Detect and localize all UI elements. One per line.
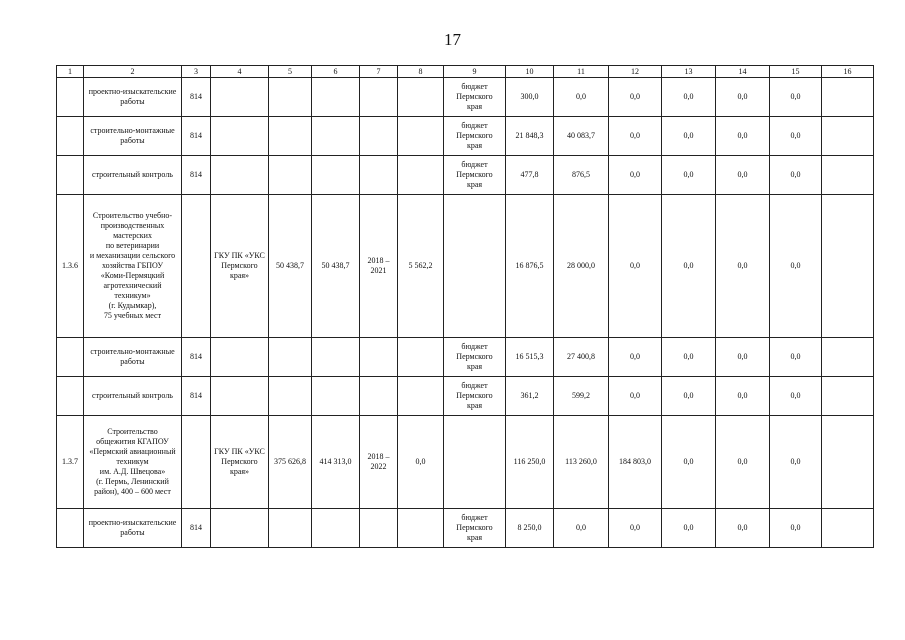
period-cell [360, 78, 398, 117]
year-value-cell: 0,0 [609, 156, 662, 195]
year-value-cell: 16 876,5 [506, 195, 554, 338]
year-value-cell: 0,0 [662, 416, 716, 509]
period-cell [360, 156, 398, 195]
funding-source-cell: бюджет Пермского края [444, 377, 506, 416]
funding-source-cell [444, 195, 506, 338]
executor-cell [211, 377, 269, 416]
item-name-cell: Строительство учебно- производственных мастерских по ветеринарии и механизации сельского хозяйства ГБПОУ «Коми-Пермяцкий агротехнический техникум» (г. Кудымкар), 75 учебных мест [84, 195, 182, 338]
kbk-code-cell: 814 [182, 156, 211, 195]
funded-before-cell: 5 562,2 [398, 195, 444, 338]
executor-cell [211, 509, 269, 548]
estimated-cost-cell [269, 117, 312, 156]
funding-source-cell: бюджет Пермского края [444, 78, 506, 117]
year-value-cell: 0,0 [609, 117, 662, 156]
executor-cell: ГКУ ПК «УКС Пермского края» [211, 416, 269, 509]
year-value-cell: 0,0 [662, 377, 716, 416]
year-value-cell: 16 515,3 [506, 338, 554, 377]
row-number-cell [57, 509, 84, 548]
item-name-cell: строительный контроль [84, 377, 182, 416]
period-cell [360, 377, 398, 416]
kbk-code-cell: 814 [182, 117, 211, 156]
period-cell [360, 117, 398, 156]
period-cell: 2018 – 2021 [360, 195, 398, 338]
funded-before-cell [398, 377, 444, 416]
year-value-cell: 300,0 [506, 78, 554, 117]
year-value-cell: 0,0 [770, 78, 822, 117]
row-number-cell [57, 78, 84, 117]
row-number-cell [57, 377, 84, 416]
period-cell [360, 509, 398, 548]
funding-source-cell: бюджет Пермского края [444, 117, 506, 156]
year-value-cell: 0,0 [770, 117, 822, 156]
estimated-cost-cell [269, 78, 312, 117]
funded-before-cell [398, 117, 444, 156]
year-value-cell: 0,0 [662, 156, 716, 195]
header-cell: 14 [716, 66, 770, 78]
note-cell [822, 156, 874, 195]
funded-before-cell [398, 78, 444, 117]
item-name-cell: строительно-монтажные работы [84, 338, 182, 377]
kbk-code-cell: 814 [182, 338, 211, 377]
year-value-cell: 0,0 [716, 377, 770, 416]
year-value-cell: 0,0 [609, 338, 662, 377]
year-value-cell: 0,0 [554, 509, 609, 548]
row-number-cell [57, 117, 84, 156]
kbk-code-cell [182, 195, 211, 338]
estimated-cost-cell [269, 338, 312, 377]
executor-cell [211, 78, 269, 117]
note-cell [822, 195, 874, 338]
year-value-cell: 28 000,0 [554, 195, 609, 338]
year-value-cell: 0,0 [770, 338, 822, 377]
year-value-cell: 27 400,8 [554, 338, 609, 377]
header-cell: 2 [84, 66, 182, 78]
contract-cost-cell [312, 377, 360, 416]
year-value-cell: 21 848,3 [506, 117, 554, 156]
year-value-cell: 0,0 [716, 195, 770, 338]
year-value-cell: 0,0 [770, 156, 822, 195]
year-value-cell: 361,2 [506, 377, 554, 416]
year-value-cell: 113 260,0 [554, 416, 609, 509]
estimated-cost-cell [269, 377, 312, 416]
year-value-cell: 0,0 [716, 117, 770, 156]
header-cell: 7 [360, 66, 398, 78]
period-cell: 2018 – 2022 [360, 416, 398, 509]
funding-source-cell: бюджет Пермского края [444, 156, 506, 195]
item-name-cell: проектно-изыскательские работы [84, 509, 182, 548]
year-value-cell: 0,0 [609, 78, 662, 117]
header-cell: 13 [662, 66, 716, 78]
year-value-cell: 0,0 [662, 509, 716, 548]
header-cell: 9 [444, 66, 506, 78]
contract-cost-cell: 414 313,0 [312, 416, 360, 509]
header-cell: 1 [57, 66, 84, 78]
funding-source-cell [444, 416, 506, 509]
contract-cost-cell [312, 117, 360, 156]
row-number-cell [57, 338, 84, 377]
year-value-cell: 0,0 [662, 78, 716, 117]
funding-source-cell: бюджет Пермского края [444, 509, 506, 548]
contract-cost-cell: 50 438,7 [312, 195, 360, 338]
funded-before-cell [398, 509, 444, 548]
note-cell [822, 78, 874, 117]
executor-cell [211, 338, 269, 377]
year-value-cell: 477,8 [506, 156, 554, 195]
kbk-code-cell: 814 [182, 509, 211, 548]
object-row [57, 416, 874, 509]
note-cell [822, 117, 874, 156]
note-cell [822, 338, 874, 377]
funded-before-cell [398, 338, 444, 377]
year-value-cell: 0,0 [770, 195, 822, 338]
row-number-cell: 1.3.6 [57, 195, 84, 338]
header-cell: 15 [770, 66, 822, 78]
year-value-cell: 876,5 [554, 156, 609, 195]
funded-before-cell: 0,0 [398, 416, 444, 509]
contract-cost-cell [312, 509, 360, 548]
header-cell: 5 [269, 66, 312, 78]
work-row [57, 338, 874, 377]
year-value-cell: 0,0 [554, 78, 609, 117]
header-cell: 16 [822, 66, 874, 78]
estimated-cost-cell: 50 438,7 [269, 195, 312, 338]
year-value-cell: 0,0 [770, 509, 822, 548]
year-value-cell: 599,2 [554, 377, 609, 416]
header-cell: 12 [609, 66, 662, 78]
budget-table [56, 65, 874, 548]
work-row [57, 509, 874, 548]
page-number: 17 [444, 30, 461, 49]
item-name-cell: строительный контроль [84, 156, 182, 195]
executor-cell [211, 156, 269, 195]
header-cell: 10 [506, 66, 554, 78]
funded-before-cell [398, 156, 444, 195]
row-number-cell [57, 156, 84, 195]
year-value-cell: 0,0 [662, 338, 716, 377]
year-value-cell: 184 803,0 [609, 416, 662, 509]
header-cell: 3 [182, 66, 211, 78]
year-value-cell: 0,0 [716, 156, 770, 195]
item-name-cell: строительно-монтажные работы [84, 117, 182, 156]
object-row [57, 195, 874, 338]
year-value-cell: 0,0 [662, 195, 716, 338]
year-value-cell: 0,0 [716, 509, 770, 548]
funding-source-cell: бюджет Пермского края [444, 338, 506, 377]
header-row [57, 66, 874, 78]
executor-cell [211, 117, 269, 156]
year-value-cell: 0,0 [609, 195, 662, 338]
year-value-cell: 0,0 [716, 416, 770, 509]
note-cell [822, 509, 874, 548]
header-cell: 6 [312, 66, 360, 78]
header-cell: 8 [398, 66, 444, 78]
year-value-cell: 40 083,7 [554, 117, 609, 156]
note-cell [822, 416, 874, 509]
item-name-cell: Строительство общежития КГАПОУ «Пермский авиационный техникум им. А.Д. Швецова» (г. Пермь, Ленинский район), 400 – 600 мест [84, 416, 182, 509]
work-row [57, 377, 874, 416]
item-name-cell: проектно-изыскательские работы [84, 78, 182, 117]
year-value-cell: 116 250,0 [506, 416, 554, 509]
year-value-cell: 8 250,0 [506, 509, 554, 548]
kbk-code-cell: 814 [182, 377, 211, 416]
year-value-cell: 0,0 [662, 117, 716, 156]
row-number-cell: 1.3.7 [57, 416, 84, 509]
contract-cost-cell [312, 338, 360, 377]
estimated-cost-cell [269, 509, 312, 548]
work-row [57, 78, 874, 117]
estimated-cost-cell [269, 156, 312, 195]
kbk-code-cell [182, 416, 211, 509]
estimated-cost-cell: 375 626,8 [269, 416, 312, 509]
period-cell [360, 338, 398, 377]
year-value-cell: 0,0 [770, 416, 822, 509]
year-value-cell: 0,0 [609, 377, 662, 416]
note-cell [822, 377, 874, 416]
work-row [57, 156, 874, 195]
year-value-cell: 0,0 [770, 377, 822, 416]
executor-cell: ГКУ ПК «УКС Пермского края» [211, 195, 269, 338]
contract-cost-cell [312, 78, 360, 117]
year-value-cell: 0,0 [716, 338, 770, 377]
kbk-code-cell: 814 [182, 78, 211, 117]
year-value-cell: 0,0 [716, 78, 770, 117]
contract-cost-cell [312, 156, 360, 195]
header-cell: 4 [211, 66, 269, 78]
header-cell: 11 [554, 66, 609, 78]
year-value-cell: 0,0 [609, 509, 662, 548]
work-row [57, 117, 874, 156]
